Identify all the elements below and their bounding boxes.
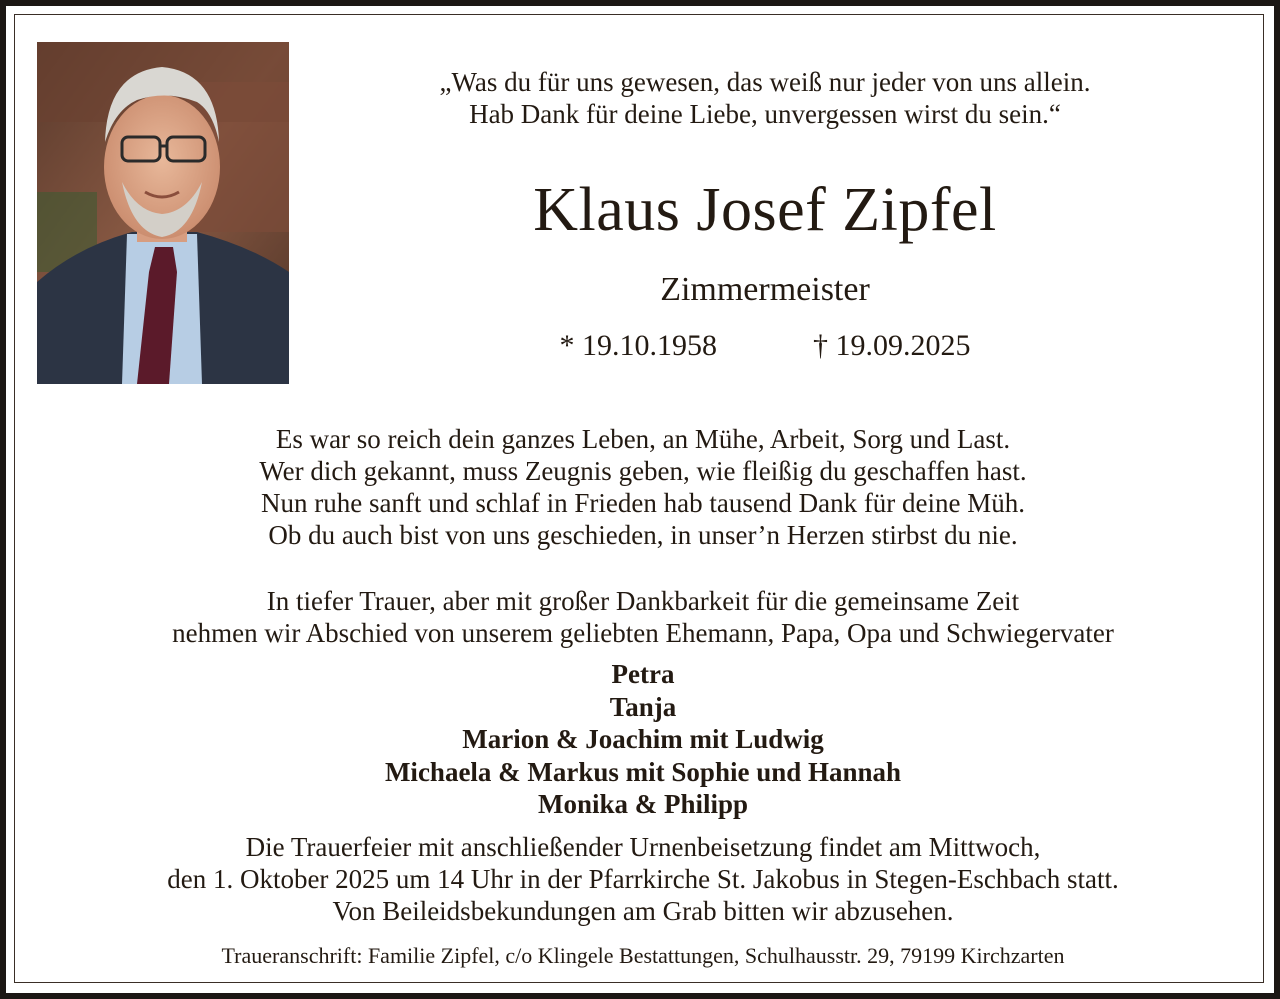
deceased-name: Klaus Josef Zipfel bbox=[533, 176, 997, 244]
death-date: † 19.09.2025 bbox=[813, 329, 971, 362]
family-members bbox=[15, 658, 1271, 821]
life-dates bbox=[315, 331, 1215, 361]
deceased-profession: Zimmermeister bbox=[660, 271, 870, 308]
memorial-quote bbox=[315, 66, 1215, 130]
ceremony-line: Von Beileidsbekundungen am Grab bitten wir abzusehen. bbox=[332, 896, 954, 926]
poem-line: Ob du auch bist von uns geschieden, in unser’n Herzen stirbst du nie. bbox=[268, 520, 1018, 550]
quote-line: Hab Dank für deine Liebe, unvergessen wirst du sein.“ bbox=[469, 99, 1061, 129]
family-member: Monika & Philipp bbox=[537, 789, 749, 819]
family-member: Michaela & Markus mit Sophie und Hannah bbox=[384, 756, 902, 787]
family-member: Marion & Joachim mit Ludwig bbox=[462, 724, 824, 754]
obituary-notice bbox=[6, 6, 1274, 993]
ceremony-info bbox=[15, 831, 1271, 927]
family-member: Tanja bbox=[609, 691, 677, 722]
mourning-line: In tiefer Trauer, aber mit großer Dankbarkeit für die gemeinsame Zeit bbox=[266, 586, 1020, 616]
notice-frame bbox=[14, 14, 1264, 983]
birth-date: * 19.10.1958 bbox=[559, 329, 717, 362]
poem-line: Es war so reich dein ganzes Leben, an Mühe, Arbeit, Sorg und Last. bbox=[275, 424, 1011, 454]
mourning-line: nehmen wir Abschied von unserem geliebten Ehemann, Papa, Opa und Schwiegervater bbox=[172, 618, 1114, 648]
mourning-statement bbox=[15, 585, 1271, 649]
quote-line: „Was du für uns gewesen, das weiß nur jeder von uns allein. bbox=[439, 67, 1091, 97]
portrait-photo bbox=[37, 42, 289, 384]
ceremony-line: den 1. Oktober 2025 um 14 Uhr in der Pfarrkirche St. Jakobus in Stegen-Eschbach statt. bbox=[167, 864, 1119, 894]
poem-line: Nun ruhe sanft und schlaf in Frieden hab tausend Dank für deine Müh. bbox=[260, 488, 1026, 518]
poem-line: Wer dich gekannt, muss Zeugnis geben, wie fleißig du geschaffen hast. bbox=[259, 456, 1027, 486]
mourning-address: Traueranschrift: Familie Zipfel, c/o Klingele Bestattungen, Schulhausstr. 29, 79199 Kirchzarten bbox=[221, 943, 1065, 968]
memorial-poem bbox=[15, 423, 1271, 551]
family-member: Petra bbox=[611, 659, 675, 689]
ceremony-line: Die Trauerfeier mit anschließender Urnenbeisetzung findet am Mittwoch, bbox=[245, 832, 1041, 862]
